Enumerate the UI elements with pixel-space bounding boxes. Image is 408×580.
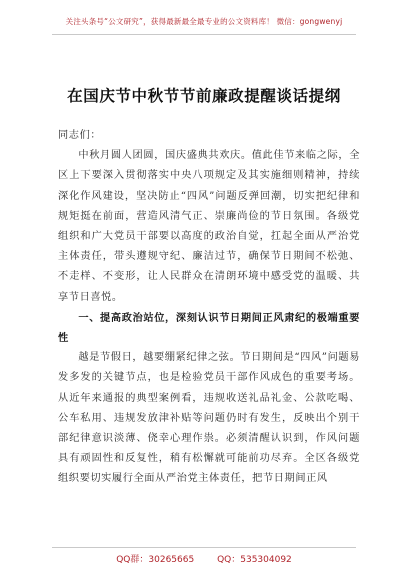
document-title: 在国庆节中秋节节前廉政提醒谈话提纲	[67, 86, 341, 105]
paragraph-section-1: 越是节假日，越要绷紧纪律之弦。节日期间是“四风”问题易发多发的关键节点，也是检验党员干部作风成色的重要考场。从近年来通报的典型案例看，违规收送礼品礼金、公款吃喝、公车私用、违规发放津补贴等问题仍时有发生，反映出个别干部纪律意识淡薄、侥幸心理作祟。必须清醒认识到，作风问题具有顽固性和反复性，稍有松懈就可能前功尽弃。全区各级党组织要切实履行全面从严治党主体责任，把节日期间正风	[58, 352, 360, 485]
document-body	[58, 126, 360, 490]
salutation: 同志们：	[58, 130, 102, 141]
paragraph-intro: 中秋月圆人团圆，国庆盛典共欢庆。值此佳节来临之际，全区上下要深入贯彻落实中央八项规定及其实施细则精神，持续深化作风建设，坚决防止“四风”问题反弹回潮，切实把纪律和规矩挺在前面，营造风清气正、崇廉尚俭的节日氛围。各级党组织和广大党员干部要以高度的政治自觉，扛起全面从严治党主体责任，带头遵规守纪、廉洁过节，确保节日期间不松弛、不走样、不变形，让人民群众在清朗环境中感受党的温暖、共享节日喜悦。	[58, 150, 360, 303]
footer-qq: QQ：535304092	[217, 555, 292, 565]
footer-contact	[0, 552, 408, 565]
section-heading-1: 一、提高政治站位，深刻认识节日期间正风肃纪的极端重要性	[58, 311, 360, 345]
header-note: 关注头条号“公文研究”，获得最新最全最专业的公文资料库！ 微信：gongwenyj	[65, 17, 343, 26]
header-divider	[52, 34, 356, 35]
footer-qq-group: QQ群：30265665	[116, 555, 195, 565]
footer-divider	[52, 547, 356, 548]
